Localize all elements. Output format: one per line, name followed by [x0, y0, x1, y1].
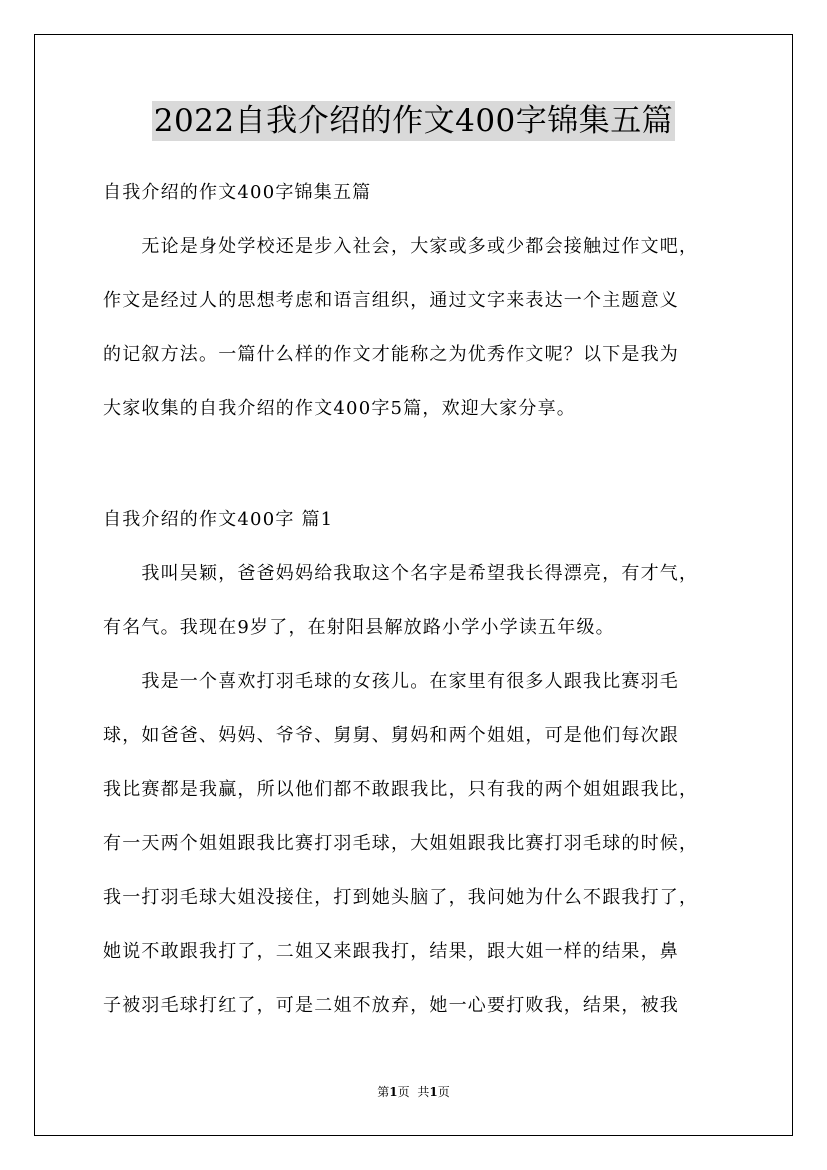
paragraph-line: 我比赛都是我赢，所以他们都不敢跟我比，只有我的两个姐姐跟我比， [103, 779, 699, 800]
document-title: 2022自我介绍的作文400字锦集五篇 [153, 103, 674, 139]
page-number: 1 [389, 1085, 398, 1099]
page-suffix: 页 [397, 1085, 410, 1099]
paragraph-line: 有名气。我现在9岁了，在射阳县解放路小学小学读五年级。 [103, 617, 615, 638]
paragraph-line: 我一打羽毛球大姐没接住，打到她头脑了，我问她为什么不跟我打了， [103, 887, 699, 908]
section-heading: 自我介绍的作文400字 篇1 [103, 509, 334, 530]
title-container [0, 101, 827, 141]
paragraph-line: 我是一个喜欢打羽毛球的女孩儿。在家里有很多人跟我比赛羽毛 [103, 671, 679, 692]
paragraph-line: 球，如爸爸、妈妈、爷爷、舅舅、舅妈和两个姐姐，可是他们每次跟 [103, 725, 679, 746]
paragraph-line: 她说不敢跟我打了，二姐又来跟我打，结果，跟大姐一样的结果，鼻 [103, 941, 679, 962]
paragraph-line: 我叫吴颖，爸爸妈妈给我取这个名字是希望我长得漂亮，有才气， [103, 563, 699, 584]
total-suffix: 页 [437, 1085, 450, 1099]
paragraph-line: 有一天两个姐姐跟我比赛打羽毛球，大姐姐跟我比赛打羽毛球的时候， [103, 833, 699, 854]
paragraph-line: 的记叙方法。一篇什么样的作文才能称之为优秀作文呢？以下是我为 [103, 344, 679, 365]
total-pages: 1 [429, 1085, 438, 1099]
paragraph-line: 作文是经过人的思想考虑和语言组织，通过文字来表达一个主题意义 [103, 290, 679, 311]
paragraph-line: 大家收集的自我介绍的作文400字5篇，欢迎大家分享。 [103, 398, 577, 419]
total-prefix: 共 [417, 1085, 430, 1099]
paragraph-line: 子被羽毛球打红了，可是二姐不放弃，她一心要打败我，结果，被我 [103, 995, 679, 1016]
paragraph-line: 无论是身处学校还是步入社会，大家或多或少都会接触过作文吧， [103, 236, 699, 257]
page-footer [0, 1084, 827, 1100]
subtitle-line: 自我介绍的作文400字锦集五篇 [103, 182, 372, 203]
page-prefix: 第 [377, 1085, 390, 1099]
